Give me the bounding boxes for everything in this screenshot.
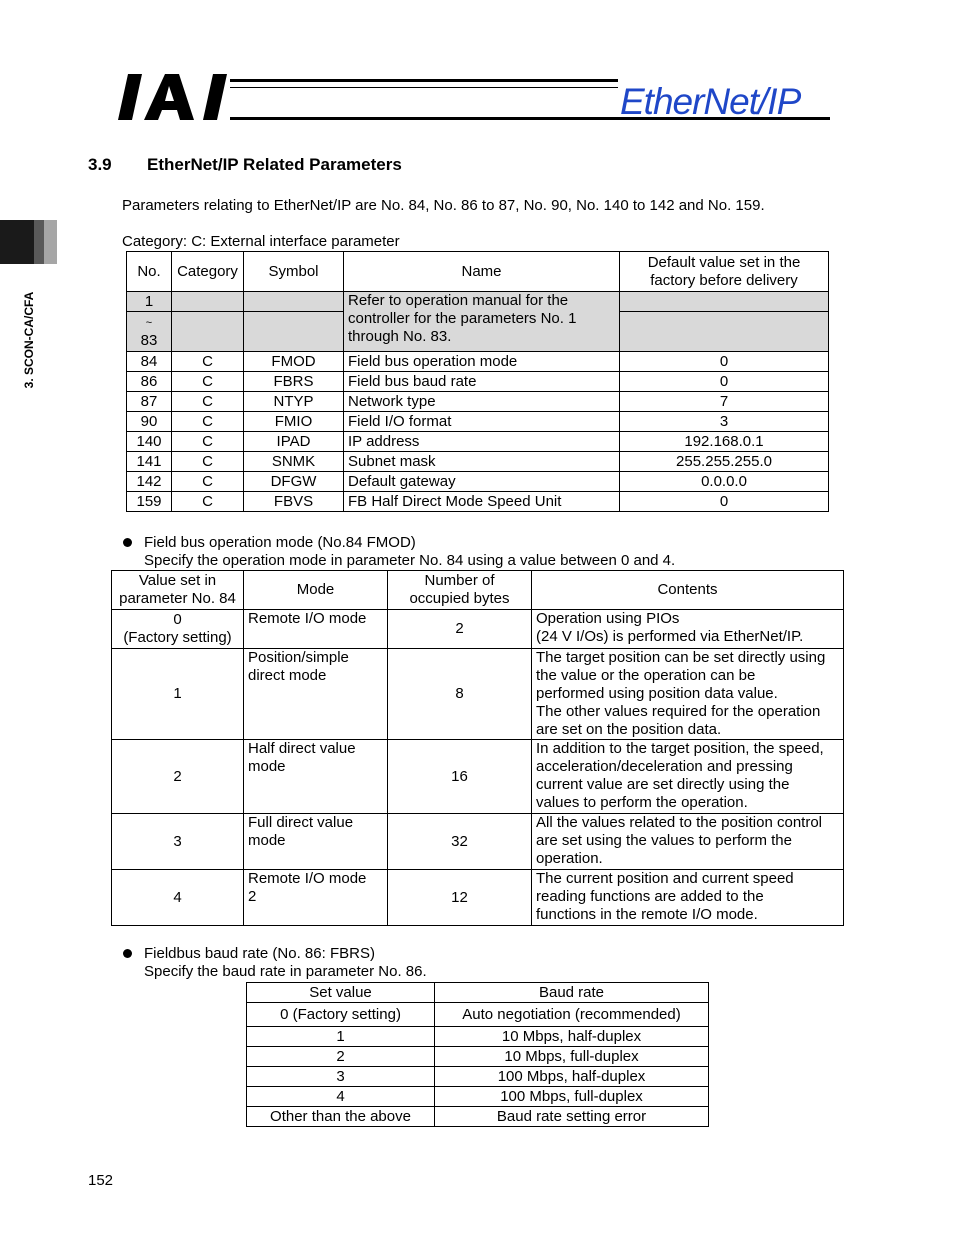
header-category: Category [172,252,244,292]
table-row: 140 C IPAD IP address 192.168.0.1 [127,432,829,452]
table-row: 87 C NTYP Network type 7 [127,392,829,412]
bullet-icon [123,538,132,547]
table-row: 1 Position/simple direct mode 8 The target position can be set directly using the value or the operation can be performed using position data value. The other values required for the operation are set on the position data. [112,649,844,740]
table-row: 86 C FBRS Field bus baud rate 0 [127,372,829,392]
ethernet-ip-logo: EtherNet/IP [620,81,801,122]
page-number: 152 [88,1172,114,1189]
parameter-table [126,251,829,512]
bullet-icon [123,949,132,958]
table-row: 3 Full direct value mode 32 All the values related to the position control are set using the values to perform the operation. [112,814,844,870]
table-row: 1 10 Mbps, half-duplex [247,1027,709,1047]
header-baud-rate: Baud rate [435,983,709,1003]
table-row: 2 Half direct value mode 16 In addition to the target position, the speed, acceleration/deceleration and pressing current value are set directly using the values to perform the operation. [112,740,844,814]
header-rule-thin [230,87,618,88]
iai-logo [118,74,230,127]
fbrs-title: Fieldbus baud rate (No. 86: FBRS) [144,945,375,962]
header-contents: Contents [532,571,844,610]
operation-mode-table [111,570,844,926]
table-row: 3 100 Mbps, half-duplex [247,1067,709,1087]
table-row: 2 10 Mbps, full-duplex [247,1047,709,1067]
header-value: Value set in parameter No. 84 [112,571,244,610]
table-row: 0 (Factory setting) Remote I/O mode 2 Operation using PIOs (24 V I/Os) is performed via EtherNet/IP. [112,610,844,649]
header-bytes: Number of occupied bytes [388,571,532,610]
table-row-range-start [127,292,829,312]
header-mode: Mode [244,571,388,610]
header-symbol: Symbol [244,252,344,292]
range-start: 1 [127,292,172,312]
range-note: Refer to operation manual for the controller for the parameters No. 1 through No. 83. [344,292,620,352]
intro-paragraph: Parameters relating to EtherNet/IP are No. 84, No. 86 to 87, No. 90, No. 140 to 142 and No. 159. [122,197,765,214]
chapter-label: 3. SCON-CA/CFA [22,291,36,389]
table-header-row [127,252,829,292]
header-name: Name [344,252,620,292]
table-row: 4 100 Mbps, full-duplex [247,1087,709,1107]
table-row: 141 C SNMK Subnet mask 255.255.255.0 [127,452,829,472]
range-end: ~ 83 [127,312,172,352]
fbrs-description: Specify the baud rate in parameter No. 86. [144,963,427,980]
table-row: 142 C DFGW Default gateway 0.0.0.0 [127,472,829,492]
table-row: 159 C FBVS FB Half Direct Mode Speed Unit 0 [127,492,829,512]
section-number: 3.9 [88,155,112,174]
table-header-row [247,983,709,1003]
header-default: Default value set in the factory before delivery [620,252,829,292]
category-caption: Category: C: External interface parameter [122,233,400,250]
table-row: 0 (Factory setting) Auto negotiation (recommended) [247,1003,709,1027]
table-row: 4 Remote I/O mode 2 12 The current position and current speed reading functions are added to the functions in the remote I/O mode. [112,870,844,926]
fmod-title: Field bus operation mode (No.84 FMOD) [144,534,416,551]
table-row: 90 C FMIO Field I/O format 3 [127,412,829,432]
header-rule-top [230,79,618,82]
section-title: EtherNet/IP Related Parameters [147,155,402,174]
table-header-row [112,571,844,610]
table-row: 84 C FMOD Field bus operation mode 0 [127,352,829,372]
header-no: No. [127,252,172,292]
fmod-description: Specify the operation mode in parameter No. 84 using a value between 0 and 4. [144,552,676,569]
header-set-value: Set value [247,983,435,1003]
chapter-tab [0,220,57,264]
table-row: Other than the above Baud rate setting error [247,1107,709,1127]
baud-rate-table [246,982,709,1127]
